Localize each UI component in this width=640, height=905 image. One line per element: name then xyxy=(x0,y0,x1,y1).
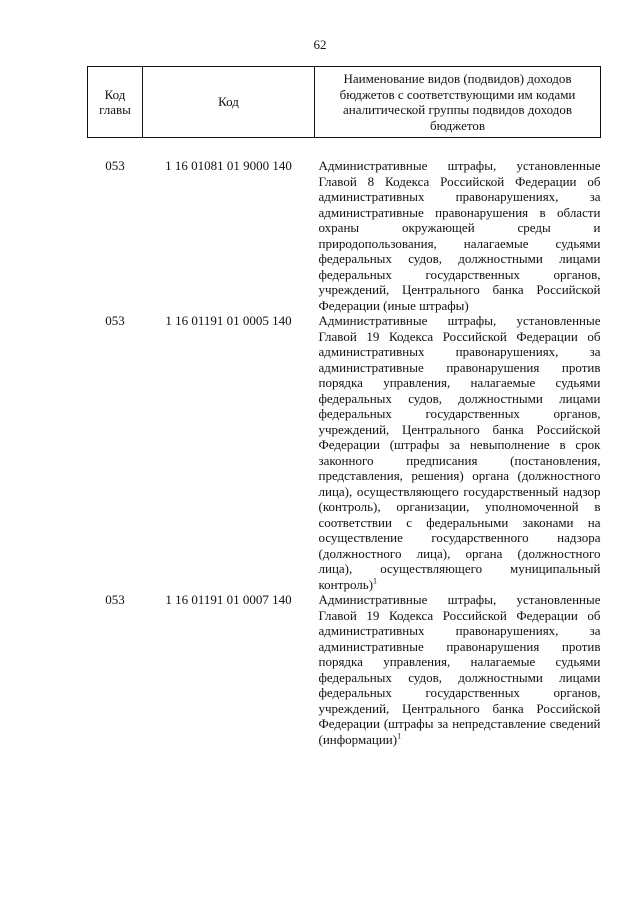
row-chapter-code: 053 xyxy=(105,313,125,328)
header-chapter-code: Код главы xyxy=(88,67,143,138)
row-code: 1 16 01191 01 0007 140 xyxy=(165,592,292,607)
row-chapter-code: 053 xyxy=(105,158,125,173)
table-row xyxy=(88,592,601,747)
footnote-mark: 1 xyxy=(373,576,378,586)
row-name-text: Административные штрафы, установленные Главой 8 Кодекса Российской Федерации об административных правонарушениях, за административные правонарушения в области охраны окружающей среды и природопользования, налагаемые судьями федеральных судов, должностными лицами федеральных государственных органов, учреждений, Центрального банка Российской Федерации (иные штрафы) xyxy=(318,158,601,313)
revenue-codes-table xyxy=(87,66,601,747)
footnote-mark: 1 xyxy=(397,731,402,741)
row-code: 1 16 01081 01 9000 140 xyxy=(165,158,292,173)
row-name-text: Административные штрафы, установленные Главой 19 Кодекса Российской Федерации об административных правонарушениях, за административные правонарушения против порядка управления, налагаемые судьями федеральных судов, должностными лицами федеральных государственных органов, учреждений, Центрального банка Российской Федерации (штрафы за непредставление сведений (информации) xyxy=(318,592,601,747)
row-chapter-code: 053 xyxy=(105,592,125,607)
table-header xyxy=(88,67,601,138)
table-body xyxy=(88,138,601,748)
header-name: Наименование видов (подвидов) доходов бюджетов с соответствующими им кодами аналитической группы подвидов доходов бюджетов xyxy=(315,67,601,138)
row-name-text: Административные штрафы, установленные Главой 19 Кодекса Российской Федерации об административных правонарушениях, за административные правонарушения против порядка управления, налагаемые судьями федеральных судов, должностными лицами федеральных государственных органов, учреждений, Центрального банка Российской Федерации (штрафы за невыполнение в срок законного предписания (постановления, представления, решения) органа (должностного лица), осуществляющего государственный надзор (контроль), организации, уполномоченной в соответствии с федеральными законами на осуществление государственного надзора (должностного лица), органа (должностного лица), осуществляющего муниципальный контроль) xyxy=(318,313,601,592)
row-name xyxy=(315,158,601,313)
row-code: 1 16 01191 01 0005 140 xyxy=(165,313,292,328)
header-code: Код xyxy=(143,67,315,138)
table-row xyxy=(88,158,601,313)
row-name xyxy=(315,592,601,747)
table-spacer xyxy=(88,138,601,159)
row-name xyxy=(315,313,601,592)
table-row xyxy=(88,313,601,592)
page-number: 62 xyxy=(313,37,327,52)
